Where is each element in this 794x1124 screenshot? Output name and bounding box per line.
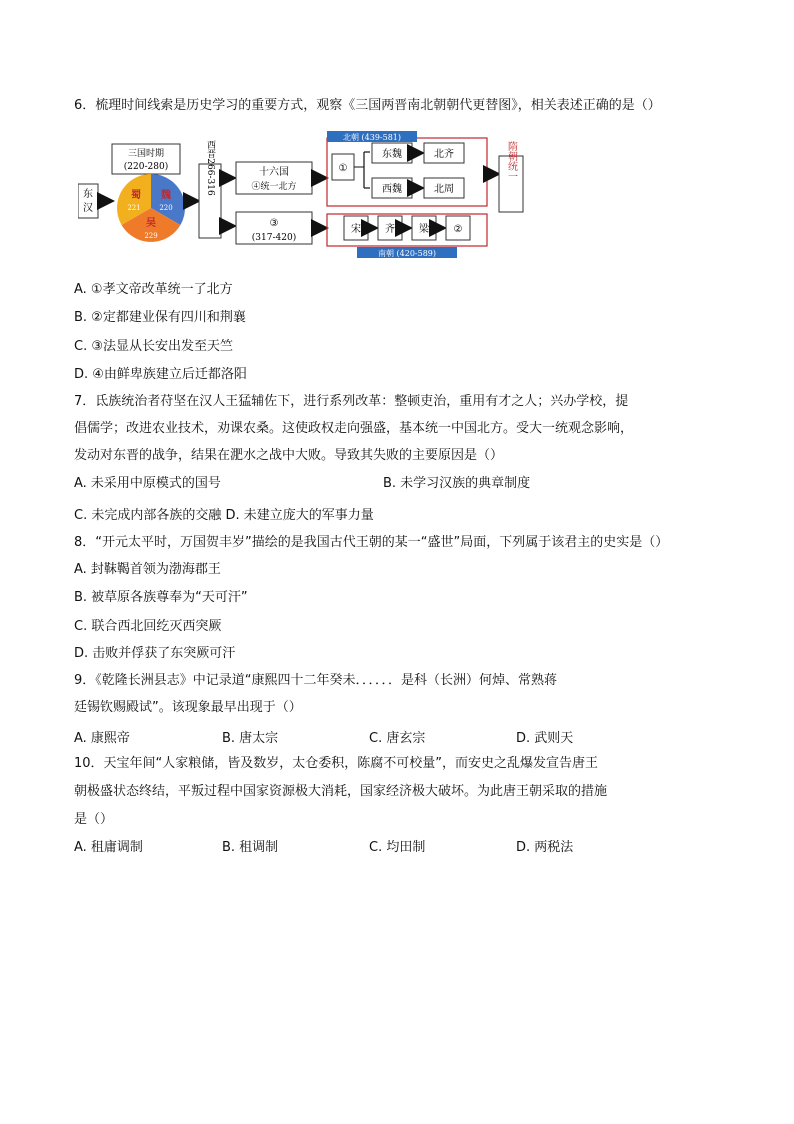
western-jin-label: 西晋266-316 <box>205 140 215 196</box>
q7-option-a[interactable]: A. 未采用中原模式的国号 <box>74 476 221 491</box>
q8-option-a[interactable]: A. 封靺鞨首领为渤海郡王 <box>74 562 221 577</box>
q6-option-b[interactable]: B. ②定都建业保有四川和荆襄 <box>74 310 246 325</box>
question-7-stem-line-3: 发动对东晋的战争，结果在淝水之战中大败。导致其失败的主要原因是（） <box>74 448 504 463</box>
question-9-stem-line-1: 9．《乾隆长洲县志》中记录道“康熙四十二年癸未．．．．．．是科（长洲）何焯、常熟蒋 <box>74 673 558 688</box>
q10-option-a[interactable]: A. 租庸调制 <box>74 840 143 855</box>
q7-option-b[interactable]: B. 未学习汉族的典章制度 <box>383 476 531 491</box>
shu-label: 蜀 <box>131 190 141 201</box>
q6-option-a[interactable]: A. ①孝文帝改革统一了北方 <box>74 282 233 297</box>
mark1-label: ① <box>338 163 348 174</box>
northern-dynasties-label: 北朝 (439-581) <box>342 133 402 142</box>
q6-option-d[interactable]: D. ④由鲜卑族建立后迁都洛阳 <box>74 367 247 382</box>
q9-option-a[interactable]: A. 康熙帝 <box>74 731 130 746</box>
qi-label: 齐 <box>385 224 395 235</box>
wei-year: 220 <box>159 204 173 212</box>
question-6-stem: 6．梳理时间线索是历史学习的重要方式，观察《三国两晋南北朝朝代更替图》，相关表述正确的是（） <box>74 98 661 113</box>
question-7-stem-line-2: 倡儒学；改进农业技术，劝课农桑。这使政权走向强盛，基本统一中国北方。受大一统观念影响， <box>74 421 634 436</box>
question-10-stem-line-2: 朝极盛状态终结，平叛过程中国家资源极大消耗，国家经济极大破坏。为此唐王朝采取的措施 <box>74 784 608 799</box>
mark3-range: (317-420) <box>251 233 297 243</box>
q9-option-b[interactable]: B. 唐太宗 <box>222 731 279 746</box>
three-kingdoms-pie <box>117 174 185 242</box>
liang-label: 梁 <box>419 224 429 235</box>
mark3-label: ③ <box>269 218 279 229</box>
q10-option-d[interactable]: D. 两税法 <box>516 840 574 855</box>
shu-year: 221 <box>127 204 141 212</box>
q10-option-b[interactable]: B. 租调制 <box>222 840 279 855</box>
q8-option-b[interactable]: B. 被草原各族尊奉为“天可汗” <box>74 590 248 605</box>
dynasty-diagram <box>78 130 528 258</box>
wu-year: 229 <box>144 232 158 240</box>
q9-option-c[interactable]: C. 唐玄宗 <box>369 731 426 746</box>
q9-option-d[interactable]: D. 武则天 <box>516 731 574 746</box>
sixteen-kingdoms-label: 十六国 <box>259 167 289 178</box>
question-10-stem-line-1: 10．天宝年间“人家粮储，皆及数岁，太仓委积，陈腐不可校量”，而安史之乱爆发宣告唐王 <box>74 756 599 771</box>
east-han-label-1: 东 <box>83 189 93 200</box>
q7-option-c-d[interactable]: C. 未完成内部各族的交融 D. 未建立庞大的军事力量 <box>74 508 374 523</box>
three-kingdoms-title: 三国时期 <box>127 149 165 159</box>
question-7-stem-line-1: 7．氐族统治者苻坚在汉人王猛辅佐下，进行系列改革：整顿吏治，重用有才之人；兴办学校，提 <box>74 394 629 409</box>
q8-option-d[interactable]: D. 击败并俘获了东突厥可汗 <box>74 646 236 661</box>
sixteen-kingdoms-note: ④统一北方 <box>251 182 297 192</box>
q8-option-c[interactable]: C. 联合西北回纥灭西突厥 <box>74 619 222 634</box>
mark2-label: ② <box>453 224 463 235</box>
north-zhou-label: 北周 <box>434 184 454 195</box>
three-kingdoms-range: (220-280) <box>123 162 169 172</box>
west-wei-label: 西魏 <box>382 184 402 195</box>
east-wei-label: 东魏 <box>382 149 402 160</box>
question-10-stem-line-3: 是（） <box>74 812 114 827</box>
southern-dynasties-label: 南朝 (420-589) <box>377 249 437 258</box>
q10-option-c[interactable]: C. 均田制 <box>369 840 426 855</box>
q6-option-c[interactable]: C. ③法显从长安出发至天竺 <box>74 339 233 354</box>
question-9-stem-line-2: 廷锡钦赐殿试”。该现象最早出现于（） <box>74 700 302 715</box>
question-8-stem: 8．“开元太平时，万国贺丰岁”描绘的是我国古代王朝的某一“盛世”局面，下列属于该君主的史实是（） <box>74 535 669 550</box>
song-label: 宋 <box>351 224 361 235</box>
wu-label: 吴 <box>146 218 156 229</box>
north-qi-label: 北齐 <box>434 149 454 160</box>
east-han-label-2: 汉 <box>83 203 93 214</box>
wei-label: 魏 <box>161 190 171 201</box>
sui-label: 隋朝统一 <box>505 141 517 181</box>
